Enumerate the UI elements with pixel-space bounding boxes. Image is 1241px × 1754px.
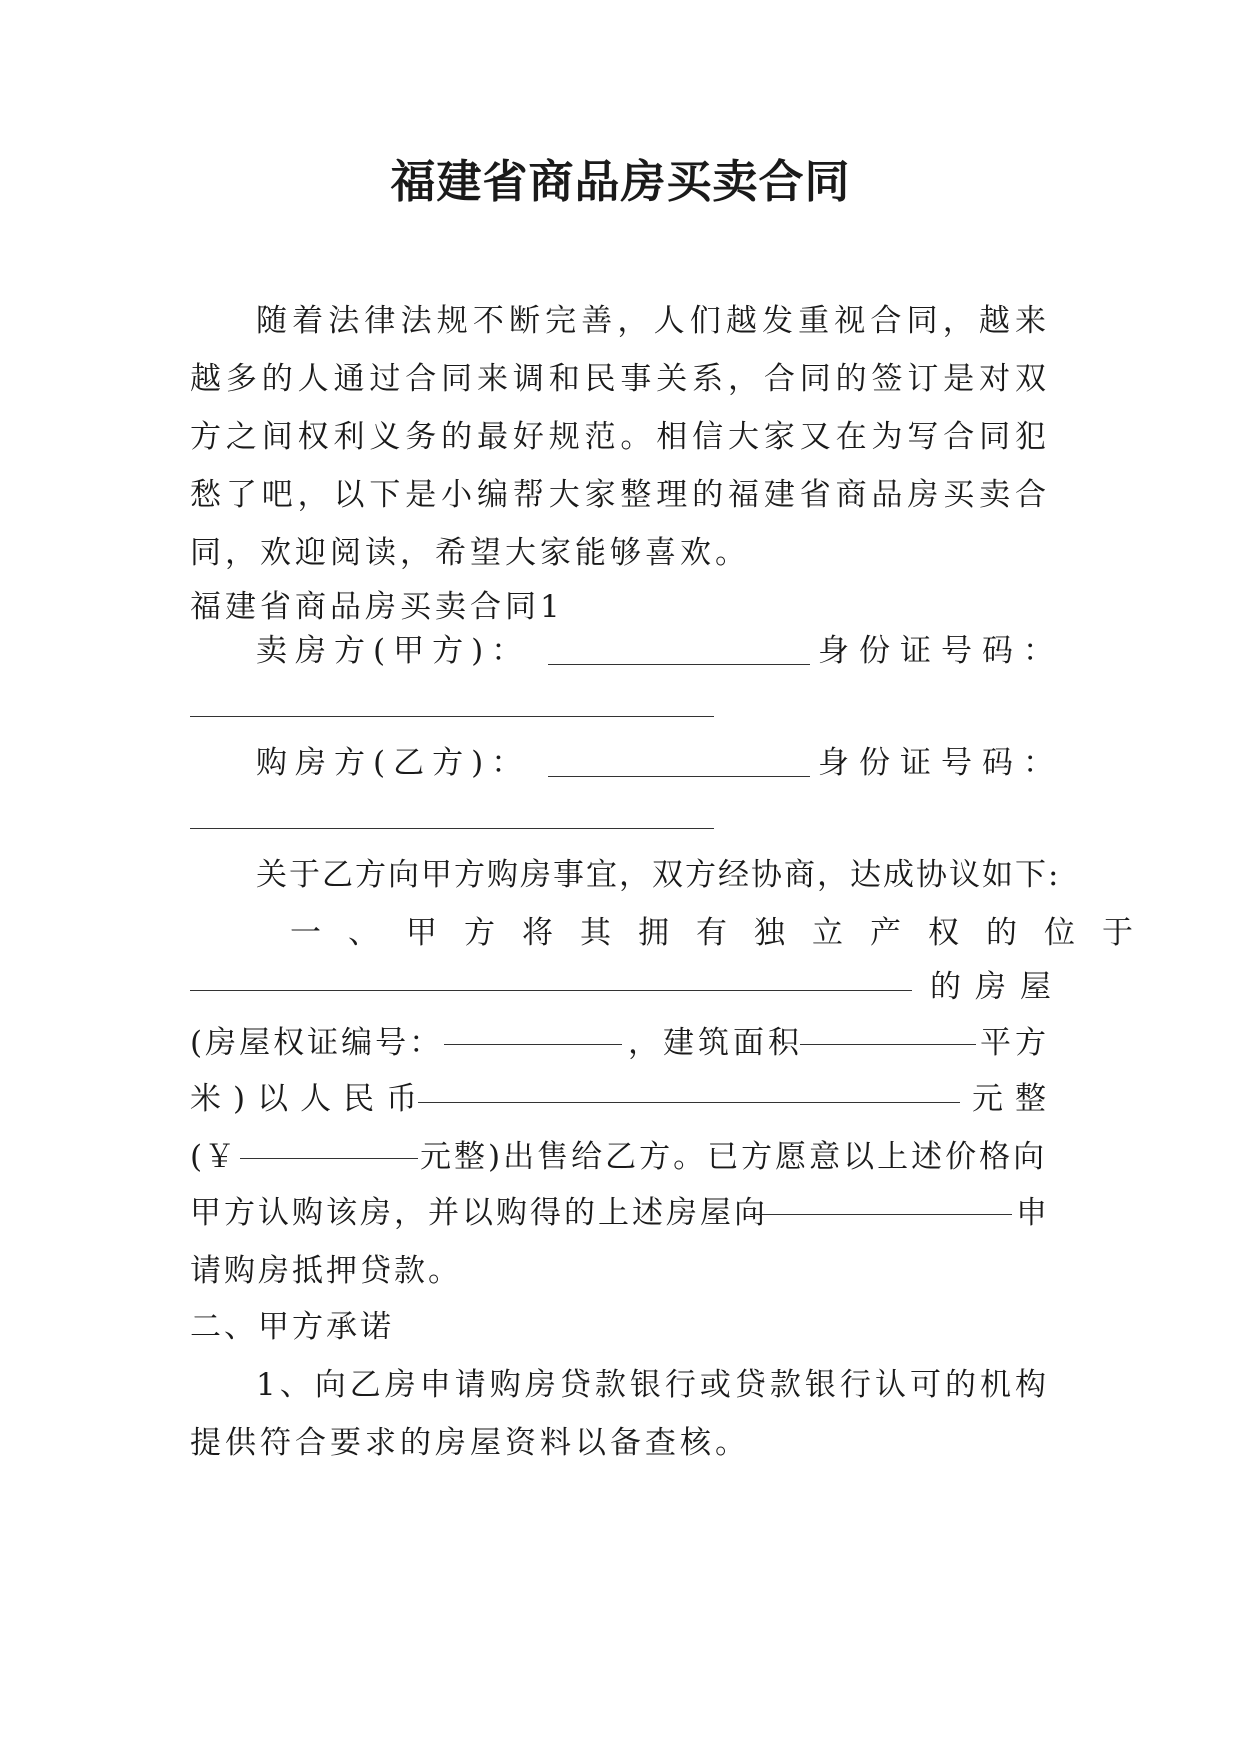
clause2-item1: 1、向乙房申请购房贷款银行或贷款银行认可的机构提供符合要求的房屋资料以备查核。	[190, 1367, 1050, 1461]
clause1-line3-b: ，建筑面积	[628, 1025, 803, 1061]
clause1-price-blank	[418, 1102, 960, 1103]
clause1-line2-tail: 的房屋	[930, 969, 1065, 1005]
clause1-amount-blank	[240, 1158, 418, 1159]
document-title: 福建省商品房买卖合同	[390, 155, 851, 208]
seller-id-label: 身份证号码：	[818, 633, 1064, 669]
clause1-line4-a: 米)以人民币	[190, 1081, 430, 1117]
clause1-bank-blank	[750, 1214, 1012, 1215]
clause1-line6-b: 申	[1016, 1195, 1051, 1231]
clause1-line1: 一、甲方将其拥有独立产权的位于	[290, 915, 1160, 951]
clause1-line6-a: 甲方认购该房，并以购得的上述房屋向	[190, 1195, 768, 1231]
clause1-area-blank	[800, 1044, 976, 1045]
buyer-label: 购房方(乙方)：	[256, 745, 531, 781]
clause1-line7: 请购房抵押贷款。	[190, 1253, 462, 1289]
clause1-location-blank	[190, 990, 912, 991]
clause1-line5-a: (￥	[190, 1139, 238, 1175]
clause2-heading: 二、甲方承诺	[190, 1309, 394, 1345]
buyer-id-blank	[190, 828, 714, 829]
clause1-line5-b: 元整)出售给乙方。已方愿意以上述价格向	[420, 1139, 1048, 1175]
intro-paragraph: 随着法律法规不断完善，人们越发重视合同，越来越多的人通过合同来调和民事关系，合同的签订是对双方之间权利义务的最好规范。相信大家又在为写合同犯愁了吧，以下是小编帮大家整理的福建省商品房买卖合同，欢迎阅读，希望大家能够喜欢。	[190, 303, 1050, 571]
clause1-line3-c: 平方	[980, 1025, 1050, 1061]
section-heading: 福建省商品房买卖合同1	[190, 589, 564, 625]
agreement-lead: 关于乙方向甲方购房事宜，双方经协商，达成协议如下:	[256, 857, 1061, 893]
seller-name-blank	[548, 664, 810, 665]
clause1-line4-b: 元整	[972, 1081, 1058, 1117]
seller-id-blank	[190, 716, 714, 717]
clause1-cert-blank	[444, 1044, 622, 1045]
buyer-id-label: 身份证号码：	[818, 745, 1064, 781]
buyer-name-blank	[548, 776, 810, 777]
seller-label: 卖房方(甲方)：	[256, 633, 531, 669]
clause1-line3-a: (房屋权证编号：	[190, 1025, 444, 1061]
